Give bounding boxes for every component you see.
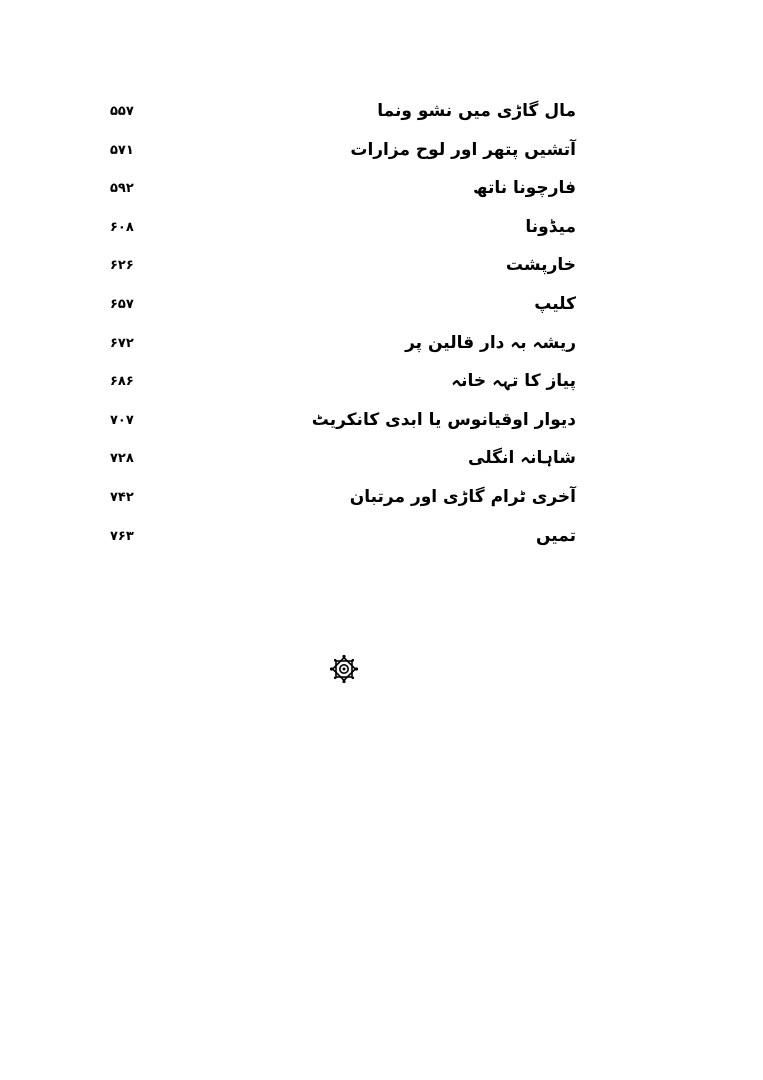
toc-entry-page-number: ۵۹۲ — [110, 181, 134, 197]
toc-entry — [110, 212, 576, 251]
toc-entry-title: پیاز کا تہہ خانہ — [451, 371, 576, 392]
toc-entry-page-number: ۵۵۷ — [110, 104, 134, 119]
toc-entry-title: کلیپ — [534, 293, 576, 314]
toc-entry-title: مال گاڑی میں نشو ونما — [377, 101, 576, 121]
toc-entry-title: شاہانہ انگلی — [468, 448, 576, 469]
toc-entry-title: خارپشت — [505, 255, 576, 276]
toc-entry — [110, 328, 576, 367]
toc-entry — [110, 482, 576, 521]
toc-entry-page-number: ۷۰۷ — [110, 412, 134, 428]
toc-entry-page-number: ۷۲۸ — [110, 451, 134, 467]
toc-entry — [110, 405, 576, 444]
toc-entry — [110, 289, 576, 328]
toc-entry — [110, 521, 576, 560]
toc-entry-page-number: ۷۴۲ — [110, 489, 134, 505]
toc-entry-page-number: ۶۲۶ — [110, 258, 134, 274]
toc-entry-title: ریشہ بہ دار قالین پر — [405, 332, 576, 353]
toc-entry-title: آتشیں پتھر اور لوح مزارات — [350, 139, 576, 160]
toc-entry — [110, 443, 576, 482]
table-of-contents — [110, 96, 576, 559]
toc-entry-page-number: ۵۷۱ — [110, 142, 134, 158]
toc-entry-page-number: ۶۷۲ — [110, 335, 134, 351]
toc-entry-page-number: ۷۶۳ — [110, 528, 134, 544]
toc-entry-title: آخری ٹرام گاڑی اور مرتبان — [349, 486, 576, 507]
toc-entry-page-number: ۶۰۸ — [110, 219, 134, 235]
toc-entry-page-number: ۶۸۶ — [110, 374, 134, 390]
toc-entry — [110, 366, 576, 405]
toc-entry — [110, 96, 576, 135]
star-rosette-ornament-icon — [329, 654, 359, 684]
toc-entry-title: فارچونا ناتھ — [472, 178, 576, 199]
toc-entry-title: میڈونا — [525, 216, 576, 237]
toc-entry — [110, 135, 576, 174]
toc-entry — [110, 173, 576, 212]
toc-entry-page-number: ۶۵۷ — [110, 296, 134, 312]
toc-entry-title: تمیں — [535, 525, 576, 546]
toc-entry-title: دیوار اوقیانوس یا ابدی کانکریٹ — [311, 409, 576, 430]
toc-entry — [110, 250, 576, 289]
